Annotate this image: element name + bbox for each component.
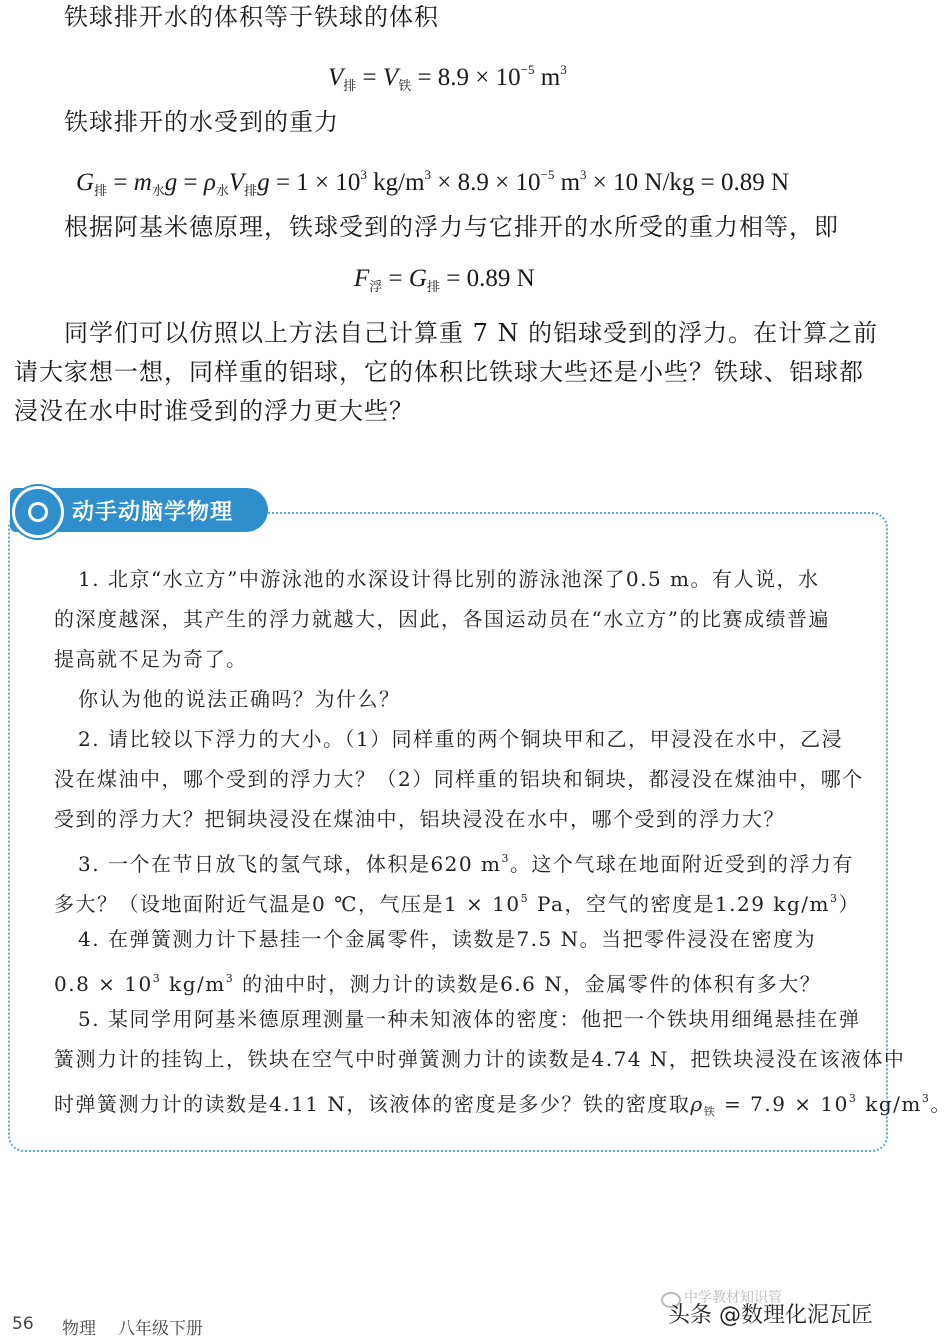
equation-volume: $V_排 = V_铁 = 8.9 \times 10^{-5}$ $m^3$ bbox=[328, 62, 567, 94]
question-2-line3: 受到的浮力大？把铜块浸没在煤油中，铝块浸没在水中，哪个受到的浮力大？ bbox=[54, 807, 785, 831]
question-5-line3: 时弹簧测力计的读数是4.11 N，该液体的密度是多少？铁的密度取$\rho_铁 = 7.9 \times 10^3$ $kg/m^3$。 bbox=[54, 1092, 952, 1118]
question-1-prompt: 你认为他的说法正确吗？为什么？ bbox=[78, 687, 401, 711]
question-5-line2: 簧测力计的挂钩上，铁块在空气中时弹簧测力计的读数是4.74 N，把铁块浸没在该液体中 bbox=[54, 1047, 906, 1071]
page-number: 56 bbox=[12, 1314, 34, 1334]
target-icon bbox=[12, 486, 64, 538]
footer-subject: 物理 bbox=[62, 1319, 96, 1339]
paragraph-aluminum-line3: 浸没在水中时谁受到的浮力更大些？ bbox=[14, 397, 414, 425]
question-5-line1: 5. 某同学用阿基米德原理测量一种未知液体的密度：他把一个铁块用细绳悬挂在弹 bbox=[78, 1007, 861, 1031]
question-1-line1: 1. 北京“水立方”中游泳池的水深设计得比别的游泳池深了0.5 m。有人说，水 bbox=[78, 567, 820, 591]
paragraph-gravity: 铁球排开的水受到的重力 bbox=[64, 108, 339, 136]
paragraph-volume: 铁球排开水的体积等于铁球的体积 bbox=[64, 3, 439, 31]
footer-grade: 八年级下册 bbox=[118, 1319, 203, 1339]
question-2-line1: 2. 请比较以下浮力的大小。（1）同样重的两个铜块甲和乙，甲浸没在水中，乙浸 bbox=[78, 727, 844, 751]
question-1-line3: 提高就不足为奇了。 bbox=[54, 647, 248, 671]
paragraph-aluminum-line1: 同学们可以仿照以上方法自己计算重 7 N 的铝球受到的浮力。在计算之前 bbox=[64, 319, 879, 347]
watermark-faded-text: 中学教材知识管 bbox=[684, 1290, 782, 1306]
equation-buoyancy: $F_浮 = G_排 = 0.89$ N bbox=[354, 265, 535, 295]
question-3-line1: 3. 一个在节日放飞的氢气球，体积是620 $m^3$。这个气球在地面附近受到的浮力有 bbox=[78, 852, 854, 876]
paragraph-archimedes: 根据阿基米德原理，铁球受到的浮力与它排开的水所受的重力相等，即 bbox=[64, 213, 839, 241]
equation-gravity: $G_排 = m_水g = \rho_水V_排g = 1 \times 10^3$ $kg/m^3 \times 8.9 \times 10^{-5}$ $m^3 \times 10$ N/kg = 0.89 N bbox=[76, 167, 790, 199]
question-2-line2: 没在煤油中，哪个受到的浮力大？（2）同样重的铝块和铜块，都浸没在煤油中，哪个 bbox=[54, 767, 864, 791]
question-4-line1: 4. 在弹簧测力计下悬挂一个金属零件，读数是7.5 N。当把零件浸没在密度为 bbox=[78, 927, 817, 951]
paragraph-aluminum-line2: 请大家想一想，同样重的铝球，它的体积比铁球大些还是小些？铁球、铝球都 bbox=[14, 358, 864, 386]
exercise-title: 动手动脑学物理 bbox=[72, 500, 234, 525]
question-1-line2: 的深度越深，其产生的浮力就越大，因此，各国运动员在“水立方”的比赛成绩普遍 bbox=[54, 607, 830, 631]
watermark-text: 头条 @数理化泥瓦匠 bbox=[668, 1303, 873, 1328]
question-4-line2: $0.8 \times 10^3$ $kg/m^3$ 的油中时，测力计的读数是6.6 N，金属零件的体积有多大？ bbox=[54, 972, 822, 996]
question-3-line2: 多大？（设地面附近气温是0 ℃，气压是$1 \times 10^5$ Pa，空气的密度是1.29 $kg/m^3$） bbox=[54, 892, 860, 916]
